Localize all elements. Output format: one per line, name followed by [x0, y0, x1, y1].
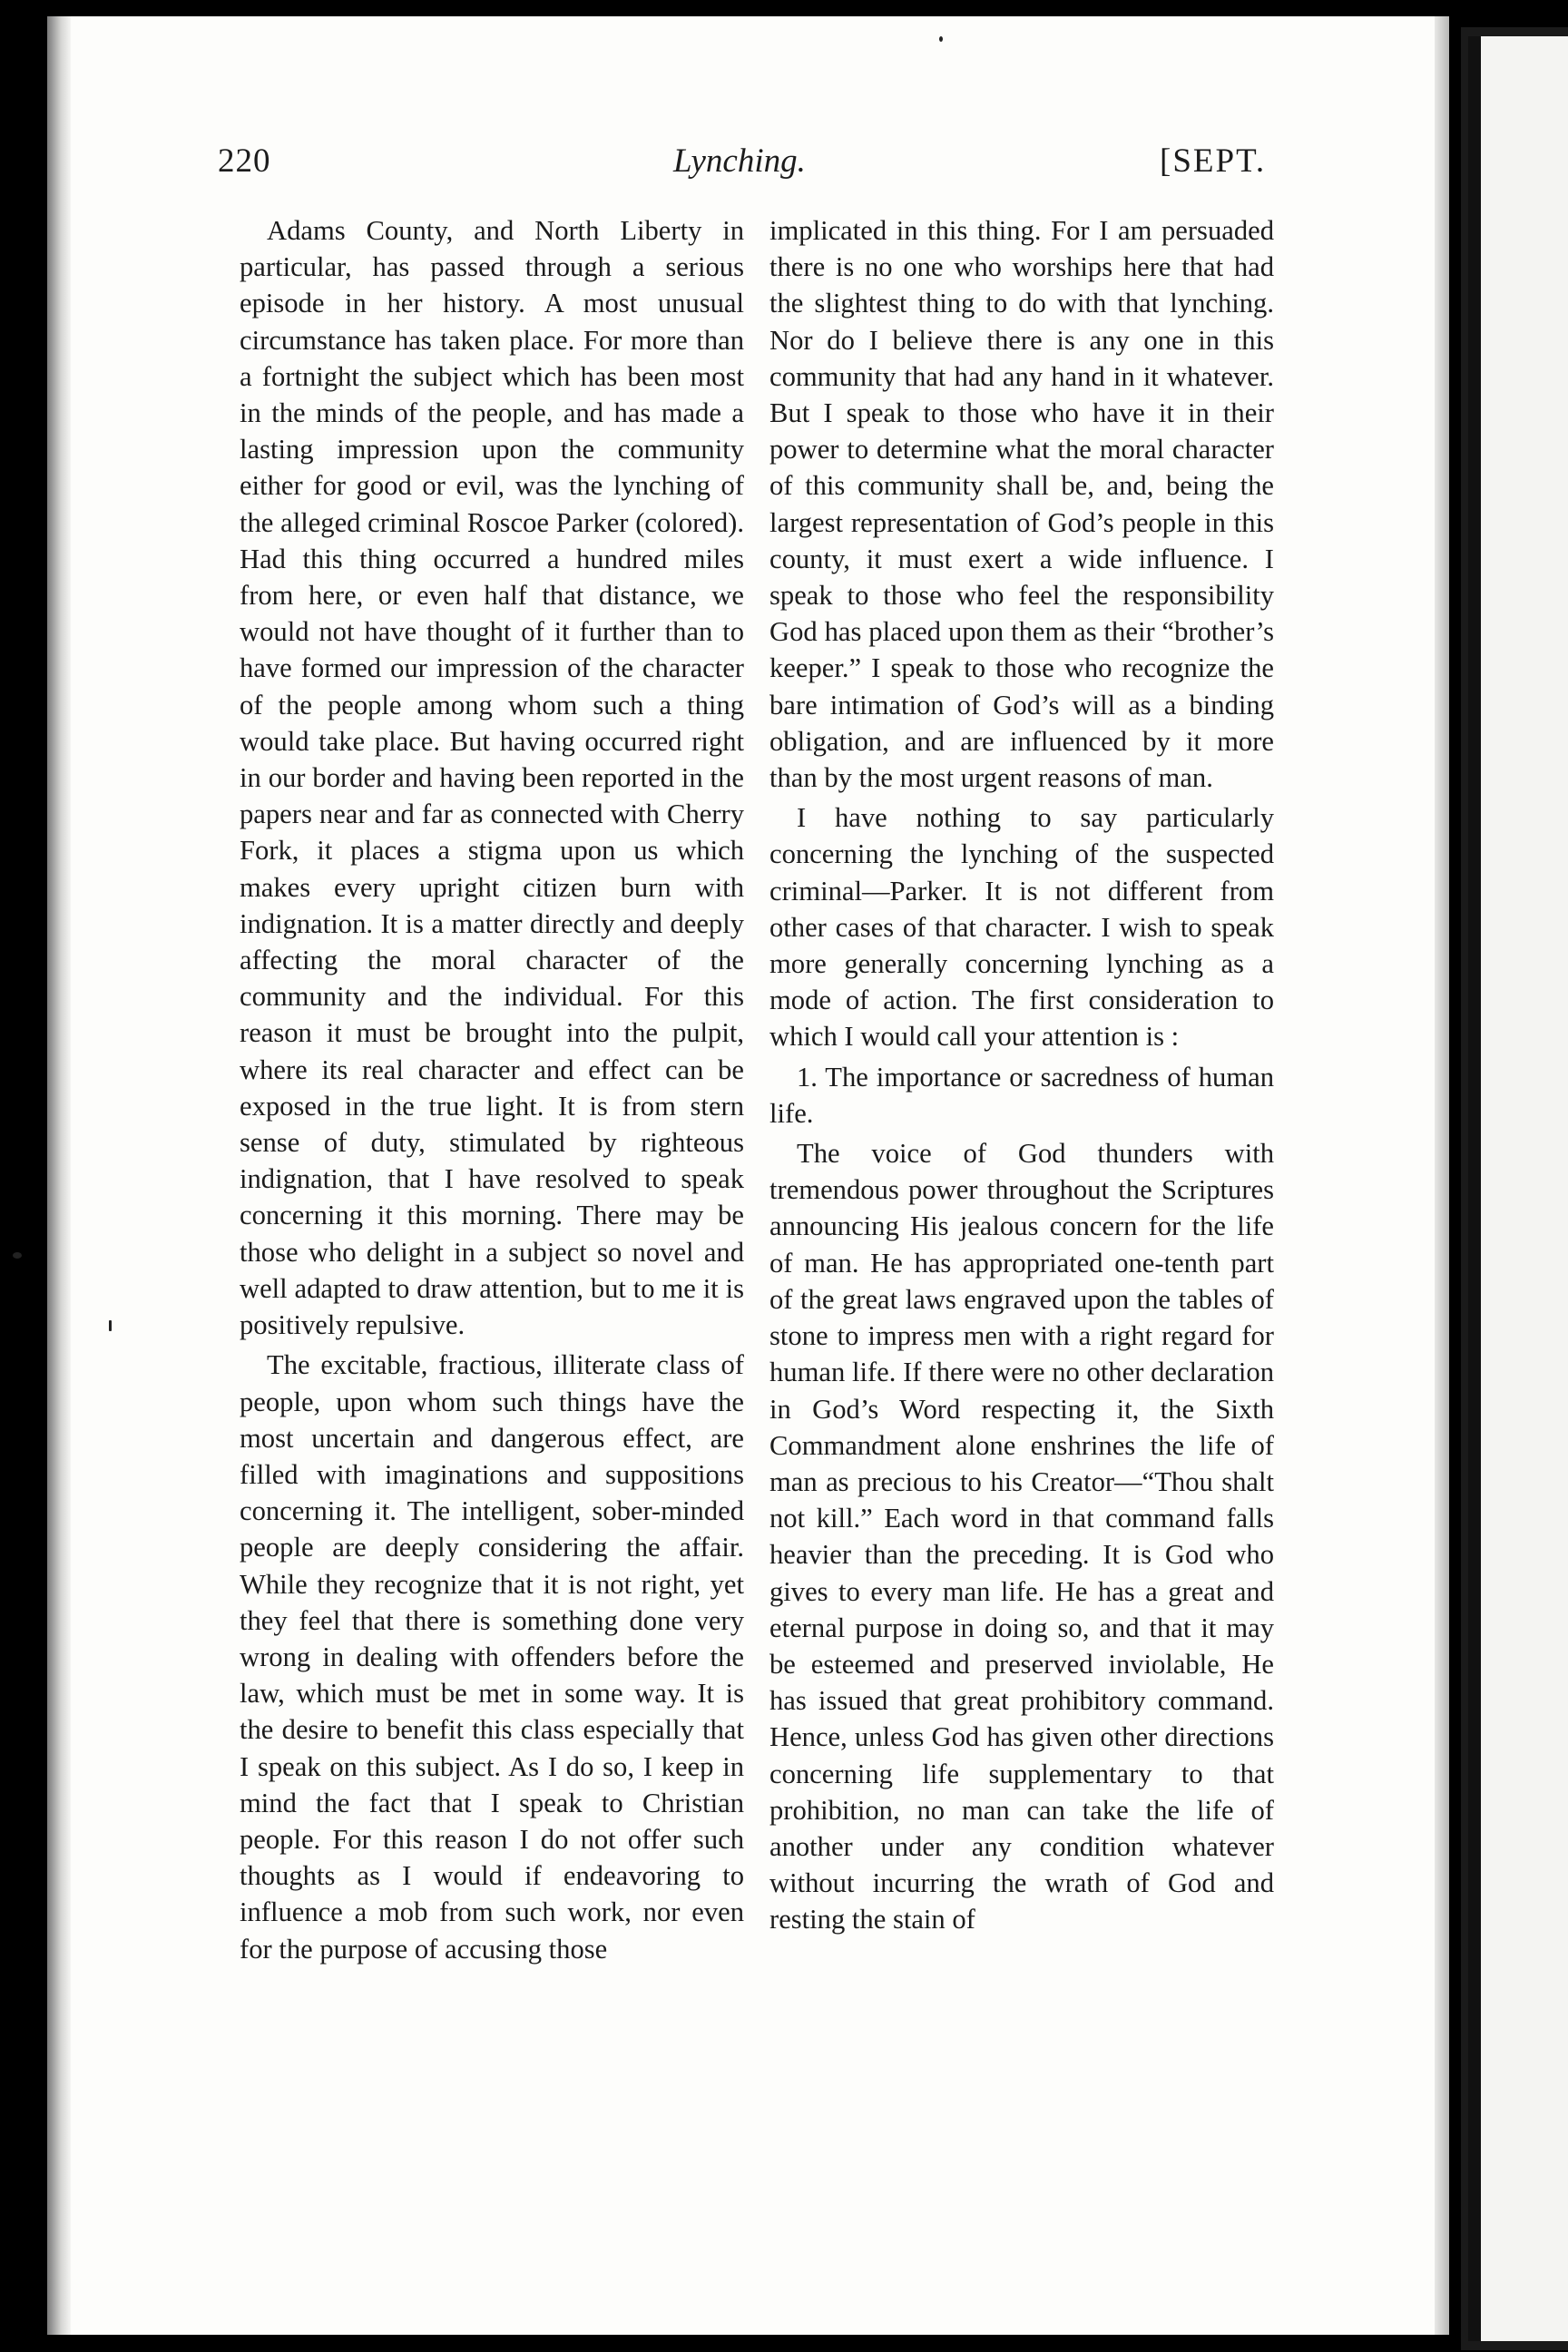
scan-speck: [109, 1320, 112, 1331]
paragraph: I have nothing to say particularly concerning the lynching of the suspected criminal—Parker. It is not different from other cases of that character. I wish to speak more generally concerning lynching as a mode of action. The first consideration to which I would call your attention is :: [769, 802, 1274, 1053]
section-mark: [SEPT.: [1160, 142, 1267, 180]
right-text-column: [769, 212, 1274, 1938]
page-number: 220: [218, 142, 271, 180]
paragraph: The excitable, fractious, illiterate class of people, upon whom such things have the most uncertain and dangerous effect, are filled with imaginations and suppositions concerning it. The intelligent, sober-minded people are deeply considering the affair. While they recognize that it is not right, yet they feel that there is something done very wrong in dealing with offenders before the law, which must be met in some way. It is the desire to benefit this class especially that I speak on this subject. As I do so, I keep in mind the fact that I speak to Christian people. For this reason I do not offer such thoughts as I would if endeavoring to influence a mob from such work, nor even for the purpose of accusing those: [240, 1349, 744, 1965]
left-text-column: [240, 212, 744, 1967]
paragraph: Adams County, and North Liberty in particular, has passed through a serious episode in her history. A most unusual circumstance has taken place. For more than a fortnight the subject which has been most in the minds of the people, and has made a lasting impression upon the community either for good or evil, was the lynching of the alleged criminal Roscoe Parker (colored). Had this thing occurred a hundred miles from here, or even half that distance, we would not have thought of it further than to have formed our impression of the character of the people among whom such a thing would take place. But having occurred right in our border and having been reported in the papers near and far as connected with Cherry Fork, it places a stigma upon us which makes every upright citizen burn with indignation. It is a matter directly and deeply affecting the moral character of the community and the individual. For this reason it must be brought into the pulpit, where its real character and effect can be exposed in the true light. It is from stern sense of duty, stimulated by righteous indignation, that I have resolved to speak concerning it this morning. There may be those who delight in a subject so novel and well adapted to draw attention, but to me it is positively repulsive.: [240, 215, 744, 1341]
running-title: Lynching.: [673, 142, 806, 180]
facing-page-paper: [1468, 36, 1568, 2341]
binding-shadow: [47, 16, 71, 2335]
numbered-point: 1. The importance or sacredness of human life.: [769, 1061, 1274, 1129]
running-header: [47, 142, 1449, 196]
scan-speck: [13, 1252, 22, 1259]
book-page: [47, 16, 1449, 2335]
paragraph: The voice of God thunders with tremendous power throughout the Scriptures announcing His jealous concern for the life of man. He has appropriated one-tenth part of the great laws engraved upon the tables of stone to impress men with a right regard for human life. If there were no other declaration in God’s Word respecting it, the Sixth Commandment alone enshrines the life of man as precious to his Creator—“Thou shalt not kill.” Each word in that command falls heavier than the preceding. It is God who gives to every man life. He has a great and eternal purpose in doing so, and that it may be esteemed and preserved inviolable, He has issued that great prohibitory command. Hence, unless God has given other directions concerning life supplementary to that prohibition, no man can take the life of another under any condition whatever without incurring the wrath of God and resting the stain of: [769, 1138, 1274, 1936]
paragraph-continued: implicated in this thing. For I am persuaded there is no one who worships here that had the slightest thing to do with that lynching. Nor do I believe there is any one in this community that had any hand in it whatever. But I speak to those who have it in their power to determine what the moral character of this community shall be, and, being the largest representation of God’s people in this county, it must exert a wide influence. I speak to those who feel the responsibility God has placed upon them as their “brother’s keeper.” I speak to those who recognize the bare intimation of God’s will as a binding obligation, and are influenced by it more than by the most urgent reasons of man.: [769, 215, 1274, 794]
page-edge-shadow: [1435, 16, 1449, 2335]
scan-speck: [939, 36, 943, 42]
